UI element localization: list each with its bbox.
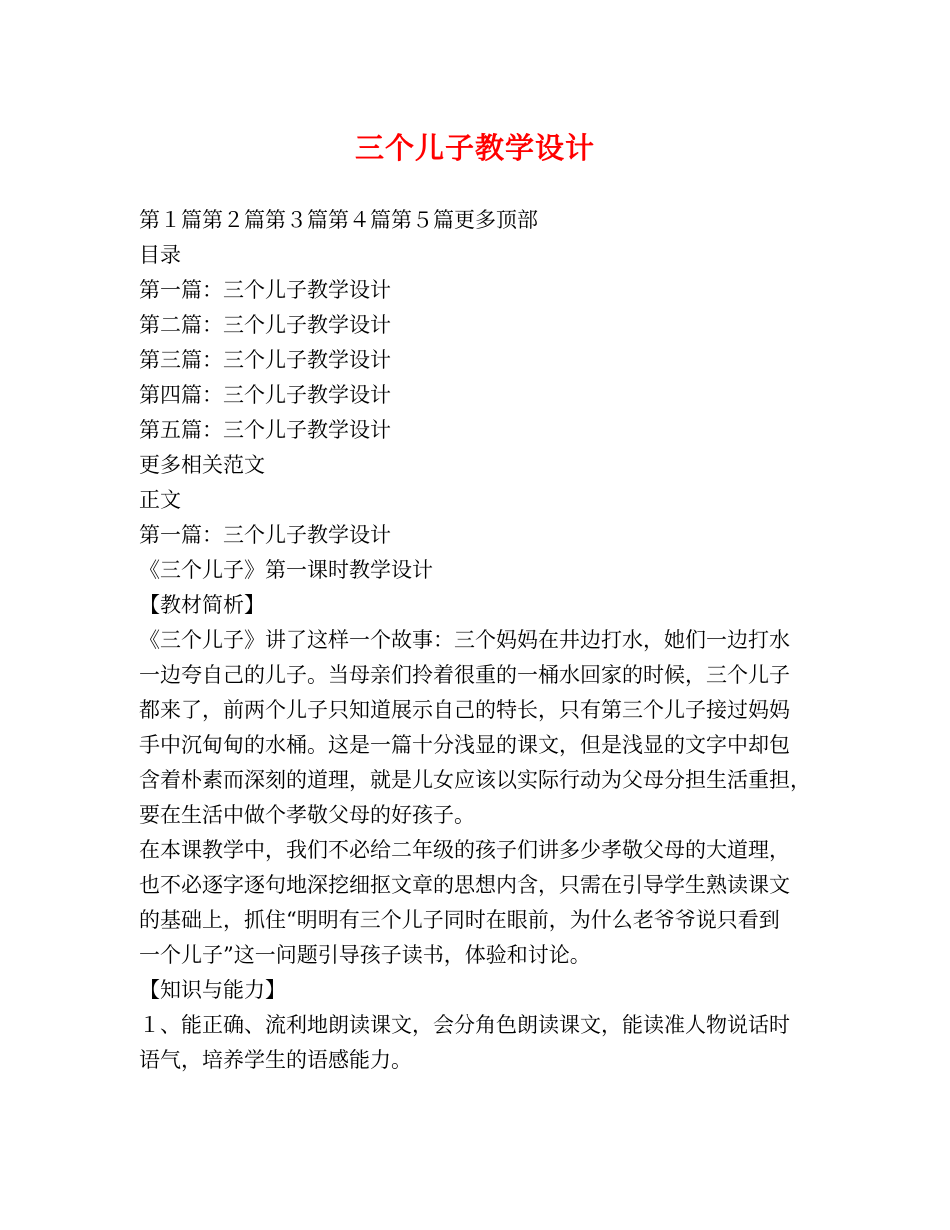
document-title: 三个儿子教学设计 bbox=[354, 131, 595, 165]
toc-item: 第一篇：三个儿子教学设计 bbox=[139, 278, 391, 302]
section-heading-analysis: 【教材简析】 bbox=[139, 593, 265, 617]
toc-item: 第三篇：三个儿子教学设计 bbox=[139, 348, 391, 372]
chapter-title: 第一篇：三个儿子教学设计 bbox=[139, 523, 391, 547]
lesson-title: 《三个儿子》第一课时教学设计 bbox=[139, 558, 433, 582]
list-item-line: 语气，培养学生的语感能力。 bbox=[139, 1048, 412, 1072]
paragraph-line: 一个儿子”这一问题引导孩子读书，体验和讨论。 bbox=[139, 943, 591, 967]
toc-heading: 目录 bbox=[139, 243, 181, 267]
paragraph-line: 《三个儿子》讲了这样一个故事：三个妈妈在井边打水，她们一边打水 bbox=[139, 628, 790, 652]
section-heading-ability: 【知识与能力】 bbox=[139, 978, 286, 1002]
document-body bbox=[139, 203, 829, 1078]
toc-item: 第二篇：三个儿子教学设计 bbox=[139, 313, 391, 337]
paragraph-line: 含着朴素而深刻的道理，就是儿女应该以实际行动为父母分担生活重担， bbox=[139, 768, 811, 792]
list-item-line: １、能正确、流利地朗读课文，会分角色朗读课文，能读准人物说话时 bbox=[139, 1013, 790, 1037]
paragraph-line: 也不必逐字逐句地深挖细抠文章的思想内含，只需在引导学生熟读课文 bbox=[139, 873, 790, 897]
paragraph-line: 一边夸自己的儿子。当母亲们拎着很重的一桶水回家的时候，三个儿子 bbox=[139, 663, 790, 687]
paragraph-line: 要在生活中做个孝敬父母的好孩子。 bbox=[139, 803, 475, 827]
paragraph-line: 都来了，前两个儿子只知道展示自己的特长，只有第三个儿子接过妈妈 bbox=[139, 698, 790, 722]
more-related-heading: 更多相关范文 bbox=[139, 453, 265, 477]
toc-item: 第五篇：三个儿子教学设计 bbox=[139, 418, 391, 442]
toc-item: 第四篇：三个儿子教学设计 bbox=[139, 383, 391, 407]
paragraph-line: 的基础上，抓住“明明有三个儿子同时在眼前，为什么老爷爷说只看到 bbox=[139, 908, 780, 932]
paragraph-line: 手中沉甸甸的水桶。这是一篇十分浅显的课文，但是浅显的文字中却包 bbox=[139, 733, 790, 757]
body-heading: 正文 bbox=[139, 488, 181, 512]
paragraph-line: 在本课教学中，我们不必给二年级的孩子们讲多少孝敬父母的大道理， bbox=[139, 838, 790, 862]
nav-line: 第１篇第２篇第３篇第４篇第５篇更多顶部 bbox=[139, 208, 538, 232]
